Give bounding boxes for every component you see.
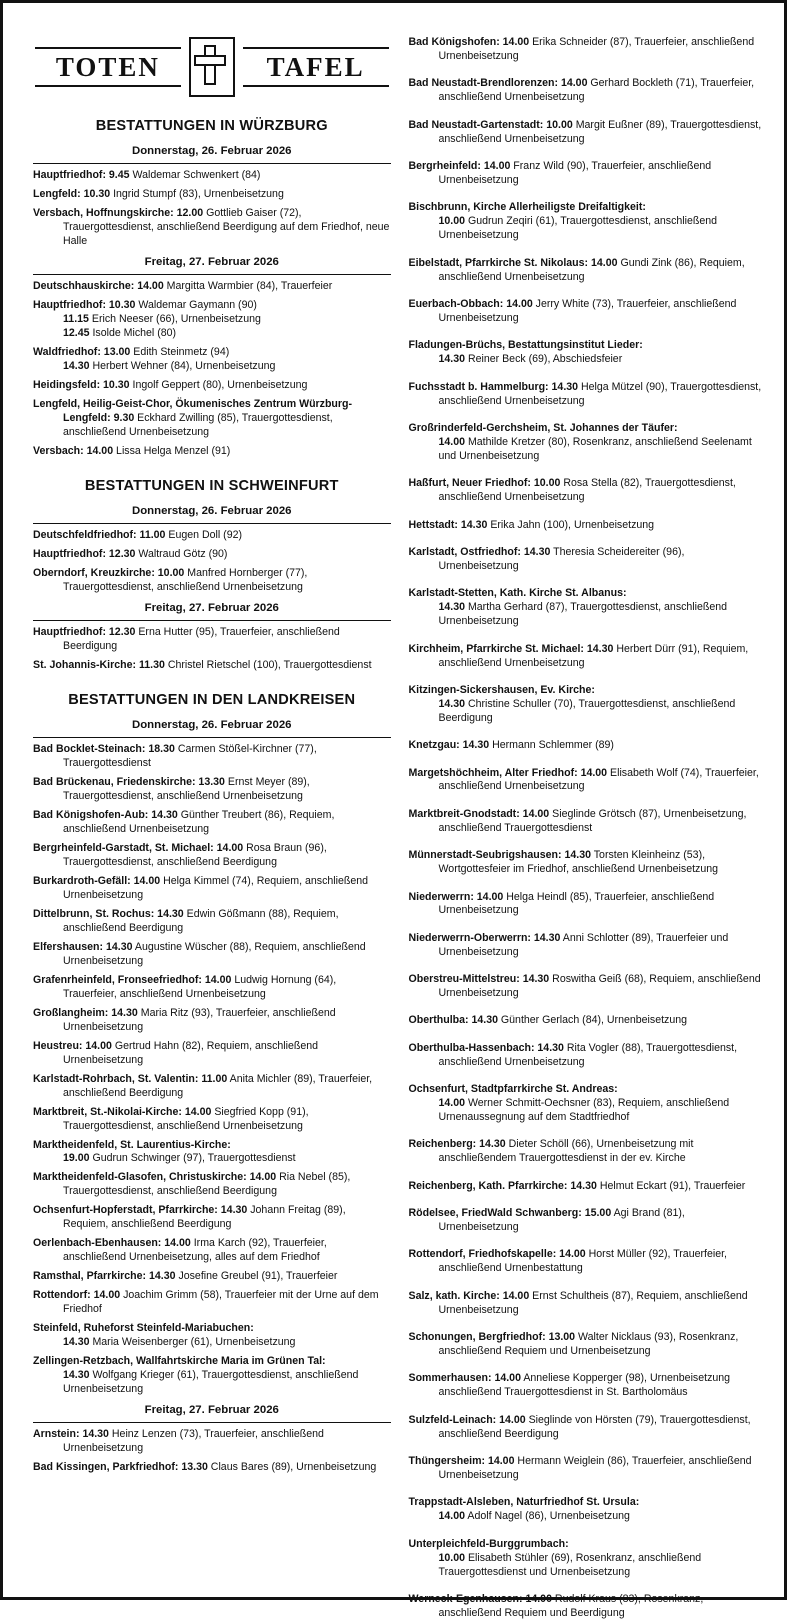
entry-place: Ochsenfurt, Stadtpfarrkirche St. Andreas: xyxy=(408,1083,618,1096)
entry-details: Margit Eußner (89), Trauergottesdienst, anschließend Urnenbeisetzung xyxy=(438,118,762,145)
entry-place: Fladungen-Brüchs, Bestattungsinstitut Lieder: xyxy=(408,339,643,352)
entry-place: Burkardroth-Gefäll: 14.00 xyxy=(33,875,161,888)
entry-place: Ochsenfurt-Hopferstadt, Pfarrkirche: 14.30 xyxy=(33,1204,248,1217)
listing-entry xyxy=(33,548,391,562)
entry-place: Reichenberg, Kath. Pfarrkirche: 14.30 xyxy=(408,1179,597,1192)
entry-place: Heidingsfeld: 10.30 xyxy=(33,379,130,391)
listing-entry xyxy=(33,1322,391,1350)
entry-place: Versbach: 14.00 xyxy=(33,444,114,457)
listing-entry xyxy=(409,932,767,960)
date-heading: Donnerstag, 26. Februar 2026 xyxy=(33,504,391,524)
entry-place: Kitzingen-Sickershausen, Ev. Kirche: xyxy=(408,683,595,696)
entry-details: Elisabeth Stühler (69), Rosenkranz, anschließend Trauergottesdienst und Urnenbeisetzung xyxy=(438,1551,702,1578)
entry-details: Lissa Helga Menzel (91) xyxy=(113,444,231,457)
entry-place: Dittelbrunn, St. Rochus: 14.30 xyxy=(33,907,184,920)
entry-details: Franz Wild (90), Trauerfeier, anschließend Urnenbeisetzung xyxy=(438,159,712,186)
entry-place: Euerbach-Obbach: 14.00 xyxy=(408,297,533,310)
listing-entry xyxy=(409,849,767,877)
entry-time: 10.00 xyxy=(438,215,466,228)
entry-place: Elfershausen: 14.30 xyxy=(33,940,133,953)
entry-details: Hermann Weiglein (86), Trauerfeier, anschließend Urnenbeisetzung xyxy=(438,1455,752,1482)
entry-details: Erika Jahn (100), Urnenbeisetzung xyxy=(487,518,655,531)
entry-place: Karlstadt-Stetten, Kath. Kirche St. Albanus: xyxy=(408,587,627,600)
entry-place: Karlstadt-Rohrbach, St. Valentin: 11.00 xyxy=(33,1072,228,1085)
entry-details: Edith Steinmetz (94) xyxy=(130,346,230,359)
listing-entry xyxy=(409,587,767,629)
entry-details: Claus Bares (89), Urnenbeisetzung xyxy=(207,1461,377,1473)
entry-place: Oerlenbach-Ebenhausen: 14.00 xyxy=(33,1237,191,1250)
entry-details: Elisabeth Wolf (74), Trauerfeier, anschließend Urnenbeisetzung xyxy=(438,766,759,793)
entry-details: Sieglinde Grötsch (87), Urnenbeisetzung, anschließend Trauergottesdienst xyxy=(438,807,747,834)
listing-entry xyxy=(409,160,767,188)
entry-details: Rudolf Kraus (83), Rosenkranz, anschließend Requiem und Beerdigung xyxy=(438,1593,704,1620)
listing-entry xyxy=(33,280,391,294)
listing-entry xyxy=(33,169,391,183)
listing-entry xyxy=(409,1593,767,1621)
entry-place: Marktheidenfeld-Glasofen, Christuskirche: 14.00 xyxy=(33,1171,277,1184)
entry-details: Günther Treubert (86), Requiem, anschließend Urnenbeisetzung xyxy=(63,809,335,836)
entry-place: Versbach, Hoffnungskirche: 12.00 xyxy=(33,207,204,220)
listing-entry xyxy=(409,643,767,671)
listing-entry xyxy=(33,626,391,654)
section-heading: BESTATTUNGEN IN WÜRZBURG xyxy=(95,118,328,134)
right-column xyxy=(408,17,767,1620)
section-heading: BESTATTUNGEN IN SCHWEINFURT xyxy=(84,477,339,494)
entry-place: Ramsthal, Pfarrkirche: 14.30 xyxy=(33,1270,176,1283)
entry-details: Martha Gerhard (87), Trauergottesdienst, anschließend Urnenbeisetzung xyxy=(438,601,728,628)
entry-place: Zellingen-Retzbach, Wallfahrtskirche Maria im Grünen Tal: xyxy=(33,1355,326,1368)
entry-place: Oberthulba-Hassenbach: 14.30 xyxy=(408,1041,564,1054)
listing-entry xyxy=(409,1372,767,1400)
entry-place: Bergrheinfeld-Garstadt, St. Michael: 14.00 xyxy=(33,842,244,855)
entry-details: Horst Müller (92), Trauerfeier, anschließend Urnenbestattung xyxy=(438,1248,727,1275)
entry-details: Rosa Braun (96), Trauergottesdienst, anschließend Beerdigung xyxy=(63,842,327,869)
listing-entry xyxy=(33,875,391,903)
listing-entry xyxy=(33,1204,391,1232)
entry-place: Bad Neustadt-Brendlorenzen: 14.00 xyxy=(408,77,588,90)
listing-entry xyxy=(409,1083,767,1125)
listing-entry xyxy=(409,298,767,326)
entry-details: Gottlieb Gaiser (72), Trauergottesdienst, anschließend Beerdigung auf dem Friedhof, neue Halle xyxy=(63,207,390,248)
entry-details: Rita Vogler (88), Trauergottesdienst, anschließend Urnenbeisetzung xyxy=(438,1041,738,1068)
entry-details: Reiner Beck (69), Abschiedsfeier xyxy=(465,353,623,366)
entry-time: 14.30 xyxy=(63,1369,90,1382)
listing-entry xyxy=(33,1355,391,1397)
entry-place: Reichenberg: 14.30 xyxy=(408,1138,506,1151)
entry-details: Dieter Schöll (66), Urnenbeisetzung mit anschließendem Trauergottesdienst in der ev. Kirche xyxy=(438,1138,694,1165)
listing-entry xyxy=(409,1248,767,1276)
entry-time: 12.45 xyxy=(63,327,90,340)
entry-place: Bad Bocklet-Steinach: 18.30 xyxy=(33,743,175,756)
entry-place: Bad Brückenau, Friedenskirche: 13.30 xyxy=(33,776,225,789)
entry-details: Siegfried Kopp (91), Trauergottesdienst, anschließend Urnenbeisetzung xyxy=(63,1105,309,1132)
entry-details: Eugen Doll (92) xyxy=(165,529,243,542)
entry-place: Sulzfeld-Leinach: 14.00 xyxy=(408,1413,526,1426)
listing-entry xyxy=(33,908,391,936)
entry-place: Salz, kath. Kirche: 14.00 xyxy=(408,1289,530,1302)
entry-details: Herbert Wehner (84), Urnenbeisetzung xyxy=(89,360,276,373)
entry-place: Rödelsee, FriedWald Schwanberg: 15.00 xyxy=(408,1207,612,1220)
entry-details: Helga Kimmel (74), Requiem, anschließend Urnenbeisetzung xyxy=(63,875,369,901)
listing-entry xyxy=(409,1496,767,1524)
entry-time: 14.30 xyxy=(63,1336,90,1349)
entry-place: Knetzgau: 14.30 xyxy=(408,739,490,752)
listing-entry xyxy=(33,445,391,459)
entry-details: Johann Freitag (89), Requiem, anschließend Beerdigung xyxy=(63,1204,346,1231)
entry-place: Bad Königshofen: 14.00 xyxy=(408,36,530,48)
title-left-word: TOTEN xyxy=(35,47,181,87)
entry-place: Margetshöchheim, Alter Friedhof: 14.00 xyxy=(408,766,608,779)
entry-details: Helga Mützel (90), Trauergottesdienst, anschließend Urnenbeisetzung xyxy=(438,380,762,407)
entry-details: Josefine Greubel (91), Trauerfeier xyxy=(175,1270,338,1283)
date-heading: Donnerstag, 26. Februar 2026 xyxy=(33,144,391,164)
listing-entry xyxy=(33,1139,391,1167)
entry-time: 14.30 xyxy=(63,360,90,373)
listing-entry xyxy=(33,299,391,341)
listing-entry xyxy=(409,36,767,64)
listing-entry xyxy=(33,207,391,249)
listing-entry xyxy=(409,973,767,1001)
entry-place: Schonungen, Bergfriedhof: 13.00 xyxy=(408,1331,576,1344)
listing-entry xyxy=(33,1171,391,1199)
entry-place: Marktbreit, St.-Nikolai-Kirche: 14.00 xyxy=(33,1105,212,1118)
entry-place: Heustreu: 14.00 xyxy=(33,1039,112,1052)
entry-place: Großrinderfeld-Gerchsheim, St. Johannes der Täufer: xyxy=(408,421,678,434)
entry-details: Adolf Nagel (86), Urnenbeisetzung xyxy=(465,1510,630,1523)
listing-entry xyxy=(33,659,391,673)
entry-place: Großlangheim: 14.30 xyxy=(33,1006,138,1019)
date-heading: Donnerstag, 26. Februar 2026 xyxy=(33,718,391,738)
listing-entry xyxy=(409,77,767,105)
entry-place: Fuchsstadt b. Hammelburg: 14.30 xyxy=(408,380,579,393)
entry-details: Erna Hutter (95), Trauerfeier, anschließend Beerdigung xyxy=(63,626,340,653)
listing-entry xyxy=(33,1461,391,1475)
entry-details: Theresia Scheidereiter (96), Urnenbeisetzung xyxy=(438,545,685,572)
listing-entry xyxy=(409,1042,767,1070)
entry-details: Werner Schmitt-Oechsner (83), Requiem, anschließend Urnenaussegnung auf dem Stadtfriedhof xyxy=(438,1097,730,1124)
entry-details: Maria Ritz (93), Trauerfeier, anschließend Urnenbeisetzung xyxy=(63,1006,336,1033)
listing-entry xyxy=(409,339,767,367)
entry-place: Steinfeld, Ruheforst Steinfeld-Mariabuchen: xyxy=(33,1322,254,1335)
entry-details: Roswitha Geiß (68), Requiem, anschließend Urnenbeisetzung xyxy=(438,973,761,1000)
entry-details: Rosa Stella (82), Trauergottesdienst, anschließend Urnenbeisetzung xyxy=(438,477,736,504)
entry-details: Gudrun Zeqiri (61), Trauergottesdienst, anschließend Urnenbeisetzung xyxy=(438,215,718,242)
entry-place: Trappstadt-Alsleben, Naturfriedhof St. Ursula: xyxy=(408,1496,640,1509)
entry-details: Sieglinde von Hörsten (79), Trauergottesdienst, anschließend Beerdigung xyxy=(438,1413,751,1440)
entry-place: Niederwerrn: 14.00 xyxy=(408,890,504,903)
entry-details: Heinz Lenzen (73), Trauerfeier, anschließend Urnenbeisetzung xyxy=(63,1428,324,1455)
entry-details: Margitta Warmbier (84), Trauerfeier xyxy=(163,280,333,293)
entry-place: Werneck-Egenhausen: 14.00 xyxy=(408,1593,552,1606)
title-right-word: TAFEL xyxy=(243,47,389,87)
entry-details: Herbert Dürr (91), Requiem, anschließend Urnenbeisetzung xyxy=(438,642,749,669)
entry-place: Unterpleichfeld-Burggrumbach: xyxy=(408,1537,569,1550)
entry-details: Helmut Eckart (91), Trauerfeier xyxy=(596,1179,746,1192)
entry-details: Helga Heindl (85), Trauerfeier, anschließend Urnenbeisetzung xyxy=(438,890,715,917)
entry-details: Carmen Stößel-Kirchner (77), Trauergottesdienst xyxy=(63,743,317,770)
entry-place: Oberndorf, Kreuzkirche: 10.00 xyxy=(33,567,185,580)
entry-time: 14.00 xyxy=(438,1097,466,1110)
listing-entry xyxy=(409,1331,767,1359)
entry-details: Gudrun Schwinger (97), Trauergottesdienst xyxy=(89,1152,296,1165)
entry-place: Haßfurt, Neuer Friedhof: 10.00 xyxy=(408,477,561,490)
entry-place: Hauptfriedhof: 10.30 xyxy=(33,299,136,312)
listing-entry xyxy=(409,477,767,505)
entry-place: Hauptfriedhof: 12.30 xyxy=(33,626,136,639)
entry-place: Karlstadt, Ostfriedhof: 14.30 xyxy=(408,545,551,558)
listing-entry xyxy=(409,1538,767,1580)
listing-entry xyxy=(409,201,767,243)
entry-details: Gundi Zink (86), Requiem, anschließend Urnenbeisetzung xyxy=(438,256,745,283)
entry-details: Wolfgang Krieger (61), Trauergottesdienst, anschließend Urnenbeisetzung xyxy=(63,1369,359,1396)
entry-place: Eibelstadt, Pfarrkirche St. Nikolaus: 14.00 xyxy=(408,256,618,269)
entry-place: Deutschhauskirche: 14.00 xyxy=(33,280,164,293)
entry-place: Lengfeld: 10.30 xyxy=(33,188,111,201)
listing-entry xyxy=(33,974,391,1002)
page-title xyxy=(33,37,391,97)
entry-place: Sommerhausen: 14.00 xyxy=(408,1372,521,1385)
entry-place: Lengfeld, Heilig-Geist-Chor, Ökumenisches Zentrum Würzburg-Lengfeld: 9.30 xyxy=(33,397,353,424)
entry-details: Christel Rietschel (100), Trauergottesdienst xyxy=(164,659,372,671)
listing-entry xyxy=(409,1290,767,1318)
entry-place: St. Johannis-Kirche: 11.30 xyxy=(33,659,165,671)
entry-place: Marktheidenfeld, St. Laurentius-Kirche: xyxy=(33,1138,231,1151)
listing-entry xyxy=(33,1073,391,1101)
entry-details: Erika Schneider (87), Trauerfeier, anschließend Urnenbeisetzung xyxy=(438,36,755,62)
entry-details: Ludwig Hornung (64), Trauerfeier, anschließend Urnenbeisetzung xyxy=(63,973,337,1000)
listing-entry xyxy=(409,1180,767,1194)
listing-entry xyxy=(33,1007,391,1035)
listing-entry xyxy=(33,1237,391,1265)
listing-entry xyxy=(33,941,391,969)
entry-place: Grafenrheinfeld, Fronseefriedhof: 14.00 xyxy=(33,973,232,986)
entry-details: Irma Karch (92), Trauerfeier, anschließend Urnenbeisetzung, alles auf dem Friedhof xyxy=(63,1237,327,1264)
listing-entry xyxy=(409,257,767,285)
cross-icon xyxy=(189,37,235,97)
entry-details: Agi Brand (81), Urnenbeisetzung xyxy=(438,1207,685,1234)
entry-time: 14.30 xyxy=(438,353,466,366)
listing-entry xyxy=(409,546,767,574)
entry-place: Hauptfriedhof: 12.30 xyxy=(33,548,136,561)
listing-entry xyxy=(33,1270,391,1284)
entry-details: Anita Michler (89), Trauerfeier, anschließend Beerdigung xyxy=(63,1072,373,1099)
entry-details: Edwin Gößmann (88), Requiem, anschließend Beerdigung xyxy=(63,907,339,934)
entry-details: Mathilde Kretzer (80), Rosenkranz, anschließend Seelenamt und Urnenbeisetzung xyxy=(438,435,752,462)
listing-entry xyxy=(33,379,391,393)
listing-entry xyxy=(33,188,391,202)
entry-details: Torsten Kleinheinz (53), Wortgottesfeier im Friedhof, anschließend Urnenbeisetzung xyxy=(438,849,719,876)
listing-entry xyxy=(409,1414,767,1442)
entry-details: Waldemar Gaymann (90) xyxy=(135,299,257,312)
entry-place: Rottendorf: 14.00 xyxy=(33,1289,121,1302)
entry-details: Ernst Meyer (89), Trauergottesdienst, anschließend Urnenbeisetzung xyxy=(63,776,310,803)
listing-entry xyxy=(33,842,391,870)
entry-place: Thüngersheim: 14.00 xyxy=(408,1455,515,1468)
section-heading: BESTATTUNGEN IN DEN LANDKREISEN xyxy=(68,691,356,708)
entry-details: Ernst Schultheis (87), Requiem, anschließend Urnenbeisetzung xyxy=(438,1289,748,1316)
entry-details: Isolde Michel (80) xyxy=(89,327,177,340)
listing-entry xyxy=(33,1106,391,1134)
listing-entry xyxy=(33,1040,391,1068)
entry-place: Münnerstadt-Seubrigshausen: 14.30 xyxy=(408,849,591,862)
entry-place: Bad Kissingen, Parkfriedhof: 13.30 xyxy=(33,1461,208,1473)
listing-entry xyxy=(33,1428,391,1456)
listing-entry xyxy=(409,767,767,795)
entry-details: Anneliese Kopperger (98), Urnenbeisetzung anschließend Trauergottesdienst in St. Bartholomäus xyxy=(438,1372,731,1399)
entry-time: 14.00 xyxy=(438,1510,466,1523)
entry-place: Oberstreu-Mittelstreu: 14.30 xyxy=(408,973,550,986)
entry-time: 14.30 xyxy=(438,601,466,614)
entry-details: Ria Nebel (85), Trauergottesdienst, anschließend Beerdigung xyxy=(63,1171,351,1198)
entry-details: Waldemar Schwenkert (84) xyxy=(129,169,261,182)
entry-details: Joachim Grimm (58), Trauerfeier mit der Urne auf dem Friedhof xyxy=(63,1289,379,1316)
listing-entry xyxy=(409,1138,767,1166)
entry-place: Rottendorf, Friedhofskapelle: 14.00 xyxy=(408,1248,586,1261)
entry-place: Deutschfeldfriedhof: 11.00 xyxy=(33,529,166,542)
entry-place: Arnstein: 14.30 xyxy=(33,1428,109,1441)
listing-entry xyxy=(409,684,767,726)
listing-entry xyxy=(409,1207,767,1235)
left-column xyxy=(33,17,391,1597)
entry-details: Manfred Hornberger (77), Trauergottesdienst, anschließend Urnenbeisetzung xyxy=(63,567,308,594)
listing-entry xyxy=(33,346,391,374)
entry-place: Oberthulba: 14.30 xyxy=(408,1014,498,1027)
entry-time: 11.15 xyxy=(63,313,89,326)
entry-details: Hermann Schlemmer (89) xyxy=(489,739,614,752)
entry-details: Eckhard Zwilling (85), Trauergottesdienst, anschließend Urnenbeisetzung xyxy=(63,411,333,438)
listing-entry xyxy=(409,119,767,147)
continued-list xyxy=(409,36,767,1621)
sections-container xyxy=(33,117,391,1475)
listing-entry xyxy=(33,1289,391,1317)
listing-entry xyxy=(33,398,391,440)
entry-place: Bischbrunn, Kirche Allerheiligste Dreifaltigkeit: xyxy=(408,201,646,214)
entry-time: 14.00 xyxy=(438,435,466,448)
entry-place: Bad Königshofen-Aub: 14.30 xyxy=(33,809,178,822)
entry-place: Bad Neustadt-Gartenstadt: 10.00 xyxy=(408,118,573,131)
entry-details: Waltraud Götz (90) xyxy=(135,548,228,561)
listing-entry xyxy=(409,519,767,533)
date-heading: Freitag, 27. Februar 2026 xyxy=(33,255,391,275)
listing-entry xyxy=(33,809,391,837)
entry-place: Kirchheim, Pfarrkirche St. Michael: 14.30 xyxy=(408,642,614,655)
entry-place: Bergrheinfeld: 14.00 xyxy=(408,159,511,172)
entry-place: Hauptfriedhof: 9.45 xyxy=(33,169,130,182)
listing-entry xyxy=(33,529,391,543)
listing-entry xyxy=(409,739,767,753)
entry-details: Ingolf Geppert (80), Urnenbeisetzung xyxy=(129,379,308,391)
listing-entry xyxy=(33,743,391,771)
date-heading: Freitag, 27. Februar 2026 xyxy=(33,1403,391,1423)
entry-details: Walter Nicklaus (93), Rosenkranz, anschließend Requiem und Urnenbeisetzung xyxy=(438,1331,739,1358)
entry-details: Gertrud Hahn (82), Requiem, anschließend Urnenbeisetzung xyxy=(63,1039,318,1066)
listing-entry xyxy=(409,381,767,409)
entry-details: Ingrid Stumpf (83), Urnenbeisetzung xyxy=(110,188,284,201)
listing-entry xyxy=(409,1455,767,1483)
entry-details: Jerry White (73), Trauerfeier, anschließend Urnenbeisetzung xyxy=(438,297,737,324)
listing-entry xyxy=(33,776,391,804)
entry-details: Anni Schlotter (89), Trauerfeier und Urnenbeisetzung xyxy=(438,931,729,958)
entry-time: 10.00 xyxy=(438,1551,466,1564)
listing-entry xyxy=(33,567,391,595)
entry-details: Christine Schuller (70), Trauergottesdienst, anschließend Beerdigung xyxy=(438,697,736,724)
entry-place: Niederwerrn-Oberwerrn: 14.30 xyxy=(408,931,561,944)
listing-entry xyxy=(409,422,767,464)
entry-time: 19.00 xyxy=(63,1152,90,1165)
entry-details: Gerhard Bockleth (71), Trauerfeier, anschließend Urnenbeisetzung xyxy=(438,77,755,104)
listing-entry xyxy=(409,808,767,836)
entry-time: 14.30 xyxy=(438,697,466,710)
entry-details: Maria Weisenberger (61), Urnenbeisetzung xyxy=(89,1336,296,1349)
entry-details: Augustine Wüscher (88), Requiem, anschließend Urnenbeisetzung xyxy=(63,940,366,967)
listing-entry xyxy=(409,1014,767,1028)
entry-place: Marktbreit-Gnodstadt: 14.00 xyxy=(408,807,550,820)
listing-entry xyxy=(409,891,767,919)
entry-details: Günther Gerlach (84), Urnenbeisetzung xyxy=(497,1014,688,1027)
entry-place: Hettstadt: 14.30 xyxy=(408,518,488,531)
date-heading: Freitag, 27. Februar 2026 xyxy=(33,601,391,621)
entry-details: Erich Neeser (66), Urnenbeisetzung xyxy=(88,313,261,326)
entry-place: Waldfriedhof: 13.00 xyxy=(33,346,131,359)
